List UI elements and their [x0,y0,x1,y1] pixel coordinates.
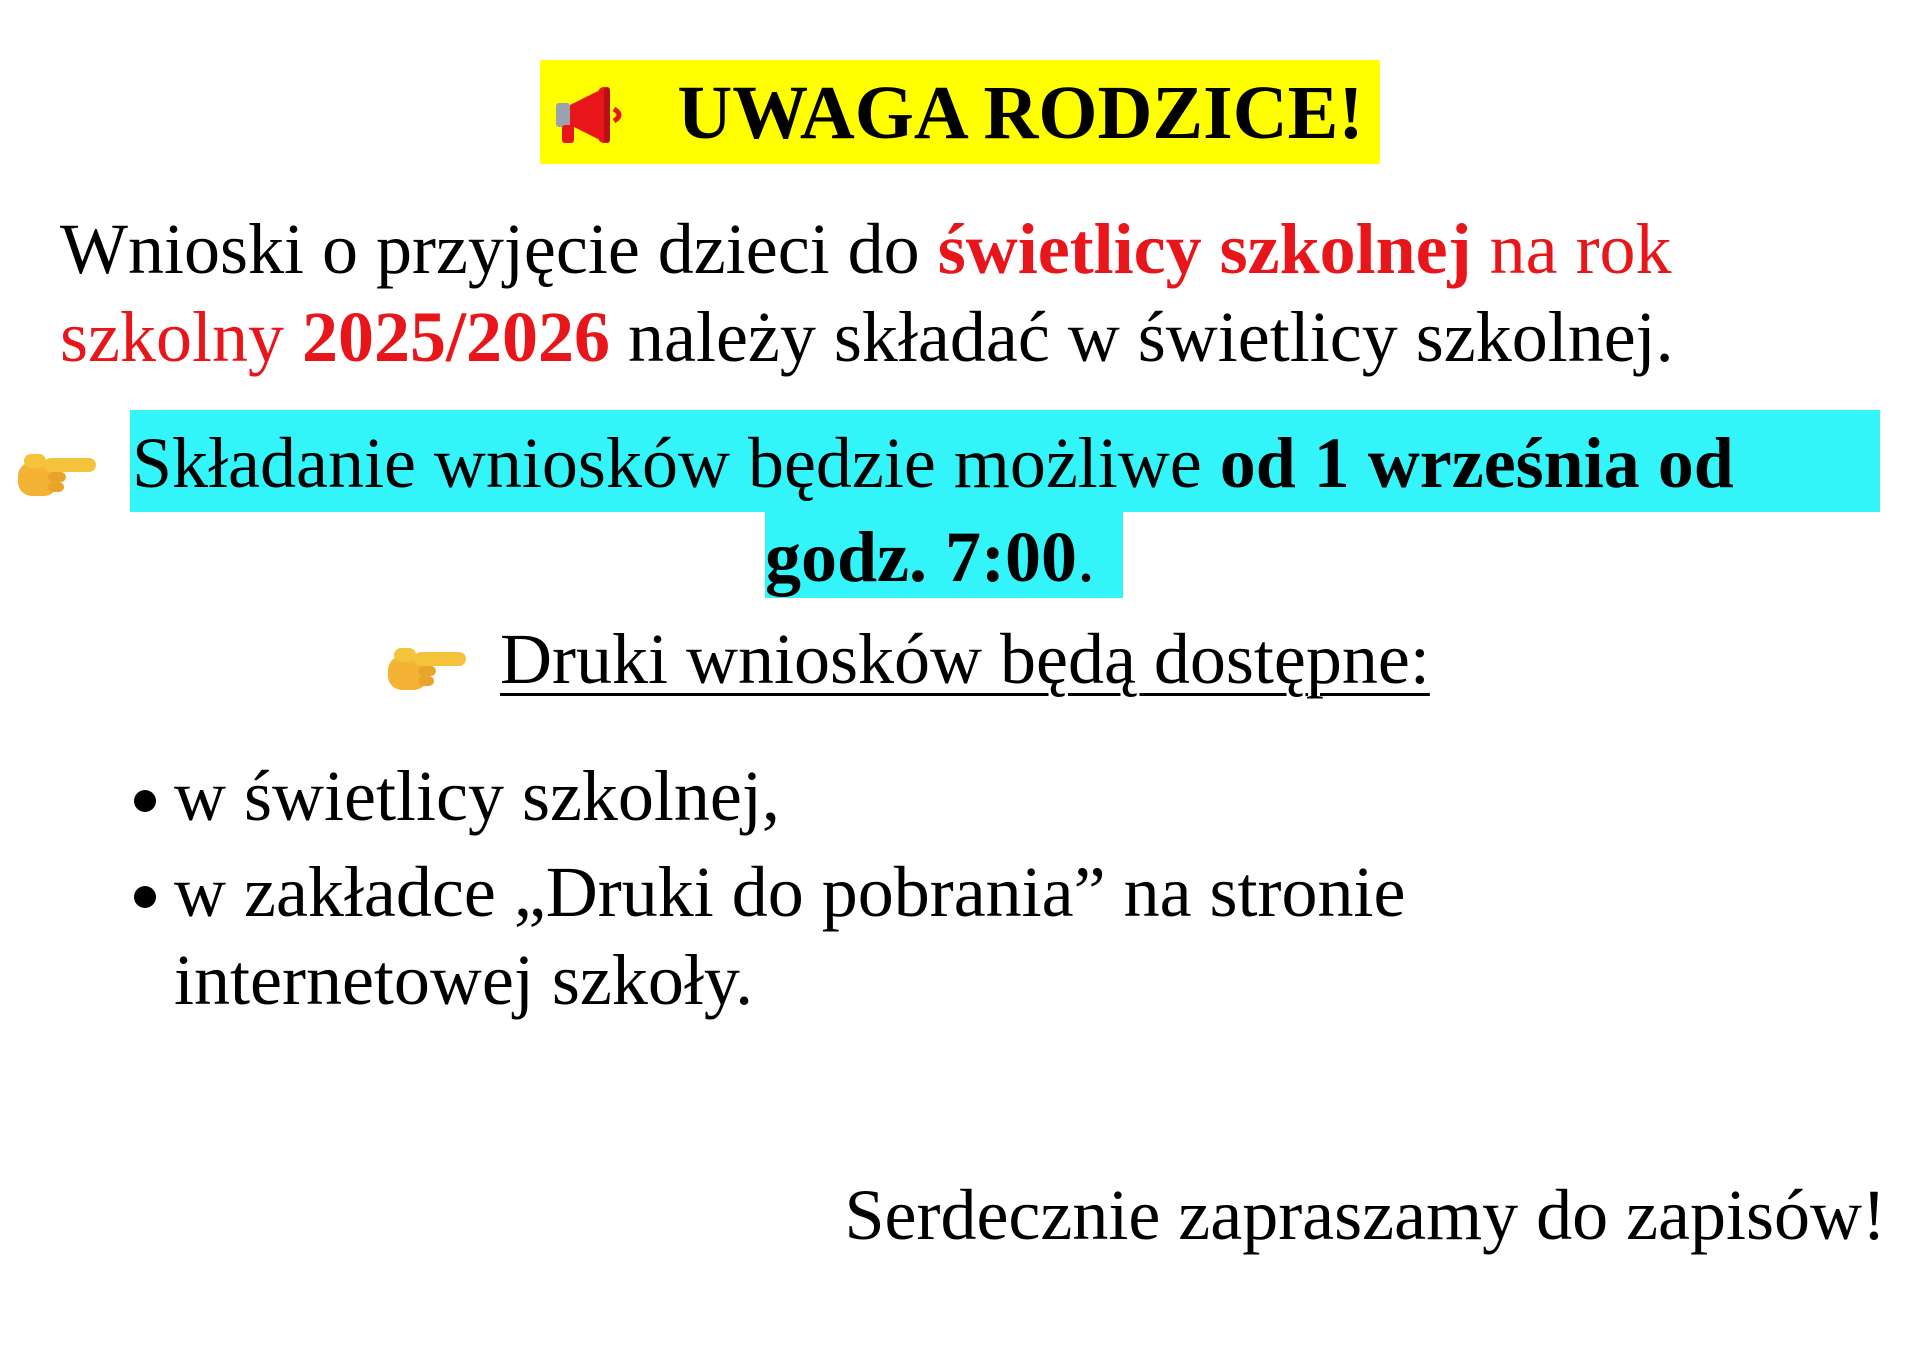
bullet-icon [134,790,156,812]
heading-container [0,60,1920,164]
list-item [130,848,1730,1024]
submission-date: od 1 września od [1219,423,1734,503]
list-item-text: w świetlicy szkolnej, [174,756,780,836]
submission-end: . [1076,517,1095,597]
closing-text: Serdecznie zapraszamy do zapisów! [844,1175,1886,1255]
intro-text-1: Wnioski o przyjęcie dzieci do [60,209,938,289]
intro-text-2: na rok [1471,209,1672,289]
notice-heading [540,60,1379,164]
submission-line-2 [765,512,1095,602]
submission-line-1 [132,418,1734,508]
intro-emphasis: świetlicy szkolnej [937,209,1472,289]
bullet-icon [134,886,156,908]
submission-text: Składanie wniosków będzie możliwe [132,423,1220,503]
submission-time: godz. 7:00 [765,517,1077,597]
forms-list [130,752,1730,1032]
intro-paragraph [60,205,1860,381]
heading-text: UWAGA RODZICE! [677,71,1364,155]
school-year: 2025/2026 [301,297,610,377]
megaphone-icon [554,83,628,147]
pointing-hand-icon [14,442,100,504]
list-item [130,752,1730,840]
list-item-text: w zakładce „Druki do pobrania” na stronie internetowej szkoły. [174,852,1406,1020]
intro-text-4: należy składać w świetlicy szkolnej. [610,297,1674,377]
intro-line-2 [60,293,1860,381]
pointing-hand-icon [384,636,470,698]
intro-line-1 [60,205,1860,293]
forms-label: Druki wniosków będą dostępne: [500,619,1430,699]
intro-text-3: szkolny [60,297,302,377]
